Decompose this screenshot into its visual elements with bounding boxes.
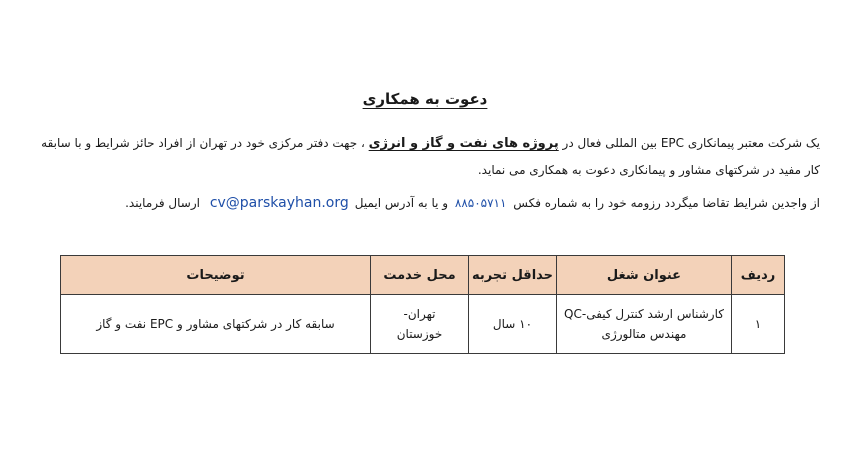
table-row xyxy=(61,295,785,354)
header-location: محل خدمت xyxy=(371,256,469,295)
industry-highlight: پروژه های نفت و گاز و انرژی xyxy=(368,136,559,151)
job-title-line1: کارشناس ارشد کنترل کیفی-QC xyxy=(564,307,724,321)
application-paragraph xyxy=(25,190,820,216)
job-openings-table xyxy=(60,255,785,354)
cell-experience: ۱۰ سال xyxy=(469,295,557,354)
job-title-line2: مهندس متالورژی xyxy=(601,327,687,341)
cell-row-number: ۱ xyxy=(732,295,785,354)
header-job-title: عنوان شغل xyxy=(557,256,732,295)
header-experience: حداقل تجربه xyxy=(469,256,557,295)
epc-term: EPC xyxy=(660,136,685,150)
fax-number: ۸۸۵۰۵۷۱۱ xyxy=(454,196,507,210)
location-line2: خوزستان xyxy=(396,327,443,341)
header-description: توضیحات xyxy=(61,256,371,295)
application-text-part3: ارسال فرمایند. xyxy=(125,196,200,210)
cell-location xyxy=(371,295,469,354)
table-header-row xyxy=(61,256,785,295)
cell-job-title xyxy=(557,295,732,354)
intro-text-part1: یک شرکت معتبر پیمانکاری xyxy=(684,136,820,150)
announcement-title xyxy=(0,90,850,108)
announcement-title-text: دعوت به همکاری xyxy=(362,90,488,108)
intro-text-part2: بین المللی فعال در xyxy=(558,136,661,150)
header-row-number: ردیف xyxy=(732,256,785,295)
application-text-part2: و یا به آدرس ایمیل xyxy=(354,196,449,210)
intro-paragraph xyxy=(25,130,820,183)
cell-description: سابقه کار در شرکتهای مشاور و EPC نفت و گاز xyxy=(61,295,371,354)
email-address[interactable]: cv@parskayhan.org xyxy=(209,195,349,211)
location-line1: تهران- xyxy=(403,307,436,321)
application-text-part1: از واجدین شرایط تقاضا میگردد رزومه خود را به شماره فکس xyxy=(513,196,820,210)
intro-text-part3: ، جهت دفتر مرکزی خود در تهران از افراد حائز شرایط و با سابقه کار مفید در شرکتهای مشاور و پیمانکاری دعوت به همکاری می نماید. xyxy=(41,136,820,177)
